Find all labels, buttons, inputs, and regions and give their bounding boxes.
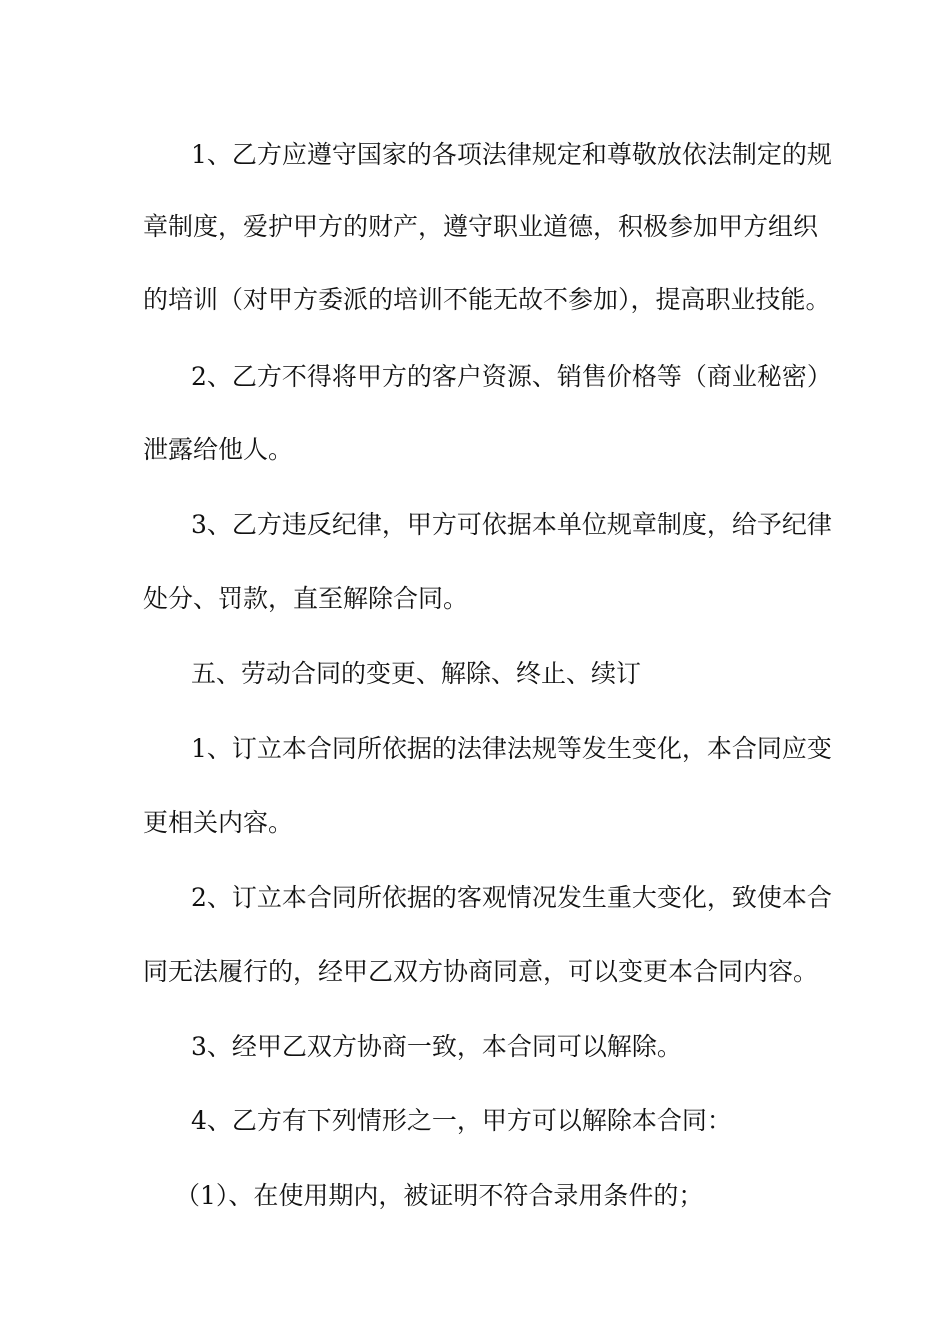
- paragraph-line: 2、订立本合同所依据的客观情况发生重大变化，致使本合: [191, 883, 832, 912]
- section-heading: 五、劳动合同的变更、解除、终止、续订: [191, 659, 642, 688]
- paragraph-line: 同无法履行的，经甲乙双方协商同意，可以变更本合同内容。: [143, 957, 819, 986]
- paragraph-line: 3、乙方违反纪律，甲方可依据本单位规章制度，给予纪律: [191, 510, 832, 539]
- paragraph-line: 1、订立本合同所依据的法律法规等发生变化，本合同应变: [191, 734, 832, 763]
- paragraph-line: 3、经甲乙双方协商一致，本合同可以解除。: [191, 1032, 682, 1061]
- paragraph-line: 1、乙方应遵守国家的各项法律规定和尊敬放依法制定的规: [191, 140, 832, 169]
- paragraph-line: 的培训（对甲方委派的培训不能无故不参加），提高职业技能。: [143, 285, 831, 314]
- paragraph-line: 4、乙方有下列情形之一，甲方可以解除本合同：: [191, 1106, 732, 1135]
- paragraph-line: （1）、在使用期内，被证明不符合录用条件的；: [175, 1181, 704, 1210]
- paragraph-line: 2、乙方不得将甲方的客户资源、销售价格等（商业秘密）: [191, 362, 832, 391]
- paragraph-line: 更相关内容。: [143, 808, 294, 837]
- paragraph-line: 泄露给他人。: [143, 435, 294, 464]
- paragraph-line: 处分、罚款，直至解除合同。: [143, 584, 469, 613]
- paragraph-line: 章制度，爱护甲方的财产，遵守职业道德，积极参加甲方组织: [143, 212, 819, 241]
